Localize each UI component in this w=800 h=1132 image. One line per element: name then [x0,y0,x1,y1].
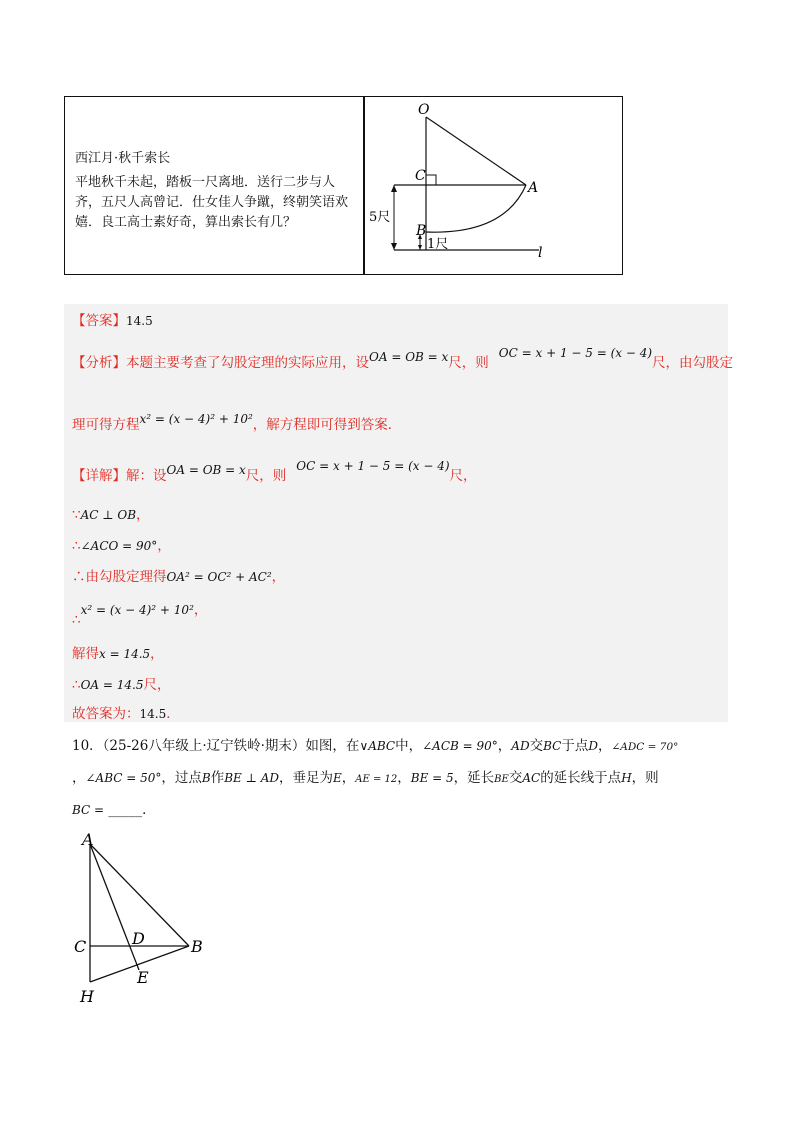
answer-period: ． [166,706,180,722]
question10-line2-eq4: BE = 5 [410,771,454,785]
question10-line2-b: ，过点 [161,770,202,786]
question10-line2-eq6: AC [522,771,541,785]
answer-therefore: ∴ [72,538,81,554]
answer-final-value: 14.5 [139,707,167,721]
question10-line2-i: ，延长 [453,770,495,786]
q10-line-2 [72,766,659,786]
detail-tag: 【详解】 [72,468,126,484]
answer-analysis-5: ，解方程即可得到答案． [252,417,402,433]
final-answer-line [72,702,180,722]
label-H: H [80,987,94,1006]
swing-figure [364,97,622,274]
answer-comma: ， [157,538,171,554]
label-one-chi: 1尺 [427,237,449,252]
answer-oa-eq: OA = 14.5 [80,678,144,692]
step-2 [72,534,171,554]
answer-step3-text: 由勾股定理得 [85,569,167,585]
answer-detail-eq1: OA = OB = x [166,463,246,477]
answer-comma: ， [150,646,164,662]
answer-analysis-eq1: OA = OB = x [369,350,449,364]
answer-therefore: ∴ [72,612,81,628]
answer-step4-eq: x² = (x − 4)² + 10² [80,603,194,617]
poem-table [64,96,623,275]
question10-line1-e: 于点 [561,738,589,754]
solve-line [72,642,164,662]
question10-line2-eq5: BE [494,774,509,785]
answer-comma: ， [193,602,208,618]
answer-final-text: 故答案为： [72,706,140,722]
answer-analysis-2: 尺，则 [448,355,489,371]
answer-analysis-4: 理可得方程 [72,417,140,433]
answer-analysis-1: 本题主要考查了勾股定理的实际应用，设 [126,355,369,371]
question10-line2-j: 交 [508,770,523,786]
question10-line2-a: ， [72,770,86,786]
question10-line2-h: ， [397,770,411,786]
question10-line1-eq4: ∠ADC = 70° [611,741,679,753]
label-D: D [132,929,145,948]
question10-line2-e: ，垂足为 [279,770,334,786]
label-a: A [528,180,539,196]
answer-step1-eq: AC ⊥ OB [80,508,137,522]
analysis-tag: 【分析】 [72,355,126,371]
label-C: C [74,937,87,956]
step-1 [72,503,150,523]
q10-line-3 [72,798,156,818]
detail-line-1 [72,459,477,484]
step-3 [72,565,285,585]
question10-line1-eq2: AD [511,739,530,753]
question10-line2-c: B [201,771,211,785]
answer-because: ∵ [72,507,81,523]
question10-line2-eq2: BE ⊥ AD [224,771,280,785]
answer-detail-3: 尺， [449,468,477,484]
answer-therefore: ∴ [72,677,81,693]
answer-analysis-eq3: x² = (x − 4)² + 10² [139,412,253,426]
answer-oa-unit: 尺， [143,677,171,693]
answer-blank[interactable]: _____ [108,802,143,818]
question10-line3-eq: BC = [72,803,105,817]
triangle-figure [74,830,224,1010]
answer-step3-eq: OA² = OC² + AC² [166,570,272,584]
question10-line2-g: ， [341,770,356,786]
answer-tag: 【答案】 [72,313,126,329]
analysis-line-2 [72,413,401,433]
answer-detail-1: 解：设 [126,468,167,484]
question10-line2-m: ，则 [631,770,659,786]
question10-line3-end: ． [142,802,156,818]
step-4 [72,598,208,628]
answer-analysis-eq2: OC = x + 1 − 5 = (x − 4) [498,346,653,360]
answer-comma: ， [136,507,150,523]
question10-line1-b: 中， [395,738,423,754]
label-l: l [538,245,543,261]
answer-step2-eq: ∠ACO = 90° [80,539,158,553]
question10-line1-tri: ∨ABC [359,739,396,753]
poem-text: 平地秋千未起，踏板一尺离地．送行二步与人齐，五尺人高曾记．仕女佳人争蹴，终朝笑语欢嬉．良工高士素好奇，算出索长有几？ [75,175,349,230]
question10-line2-k: 的延长线于点 [540,770,622,786]
answer-solve-eq: x = 14.5 [99,647,151,661]
question10-line1-f: D [588,739,598,753]
question10-line2-eq3: AE = 12 [355,774,398,785]
question10-line1-d: 交 [529,738,544,754]
label-B: B [191,937,203,956]
oa-line [72,673,171,693]
question10-line2-eq1: ∠ABC = 50° [85,771,162,785]
answer-analysis-3: 尺，由勾股定 [652,355,734,371]
analysis-line-1 [72,346,734,371]
question10-line1-eq1: ∠ACB = 90° [422,739,498,753]
question10-line1-c: ， [497,738,512,754]
q10-line-1 [72,734,678,754]
question10-line1-g: ， [597,738,612,754]
answer-detail-eq2: OC = x + 1 − 5 = (x − 4) [296,459,450,473]
label-E: E [137,968,149,987]
answer-value: 14.5 [126,314,153,328]
answer-therefore: ∴ [72,569,86,585]
question10-line1-a: 10．（25-26八年级上·辽宁铁岭·期末）如图，在 [72,738,360,754]
poem-title: 西江月·秋千索长 [75,151,171,166]
label-b: B [416,223,427,239]
answer-solve-text: 解得 [72,646,99,662]
label-A: A [82,830,94,849]
question10-line1-eq3: BC [543,739,562,753]
answer-line [72,309,153,329]
label-o: O [418,102,430,118]
label-five-chi: 5尺 [369,210,391,225]
answer-detail-2: 尺，则 [245,468,287,484]
answer-comma: ， [271,569,286,585]
label-c: C [415,168,426,184]
question10-line2-f: E [333,771,342,785]
question10-line2-l: H [621,771,632,785]
question10-line2-d: 作 [210,770,225,786]
